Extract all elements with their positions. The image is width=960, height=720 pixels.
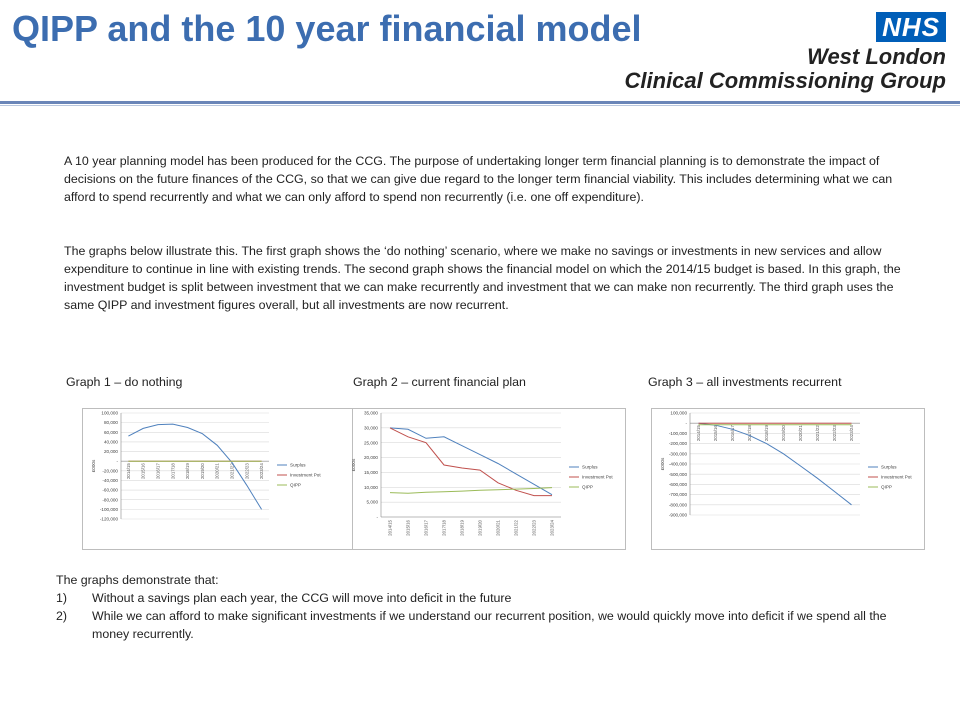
y-tick-label: - bbox=[685, 420, 687, 426]
y-tick-label: - bbox=[376, 514, 378, 520]
y-tick-label: -20,000 bbox=[102, 468, 118, 474]
header-divider bbox=[0, 101, 960, 104]
header-divider-thin bbox=[0, 105, 960, 106]
graph3-chart bbox=[651, 408, 925, 550]
y-tick-label: - bbox=[116, 458, 118, 464]
series-line-qipp bbox=[390, 488, 552, 494]
x-tick-label: 2014/15 bbox=[387, 520, 393, 536]
nhs-logo bbox=[606, 10, 946, 93]
page-title: QIPP and the 10 year financial model bbox=[12, 8, 642, 49]
x-tick-label: 2014/15 bbox=[125, 463, 131, 480]
legend-entry: QIPP bbox=[290, 482, 301, 488]
x-tick-label: 2016/17 bbox=[155, 463, 161, 480]
x-tick-label: 2014/15 bbox=[696, 425, 701, 442]
y-tick-label: -100,000 bbox=[99, 506, 118, 512]
x-tick-label: 2021/22 bbox=[815, 425, 820, 442]
x-tick-label: 2022/23 bbox=[832, 425, 837, 442]
y-tick-label: -800,000 bbox=[668, 502, 687, 508]
graph2-svg bbox=[353, 409, 625, 549]
x-tick-label: 2017/18 bbox=[747, 425, 752, 442]
graph2-label: Graph 2 – current financial plan bbox=[353, 375, 526, 389]
x-tick-label: 2017/18 bbox=[441, 520, 447, 536]
conclusion-number: 2) bbox=[56, 609, 68, 623]
x-tick-label: 2023/24 bbox=[849, 425, 854, 442]
graph3-svg bbox=[652, 409, 924, 549]
legend-entry: Surplus bbox=[582, 464, 598, 470]
x-tick-label: 2021/22 bbox=[513, 520, 519, 536]
x-tick-label: 2015/16 bbox=[405, 520, 411, 536]
y-tick-label: -500,000 bbox=[668, 471, 687, 477]
x-tick-label: 2015/16 bbox=[713, 425, 718, 442]
x-tick-label: 2020/21 bbox=[214, 463, 220, 480]
y-tick-label: -300,000 bbox=[668, 451, 687, 457]
x-tick-label: 2015/16 bbox=[140, 463, 146, 480]
y-tick-label: -40,000 bbox=[102, 478, 118, 484]
graph1-svg bbox=[83, 409, 355, 549]
graph1-label: Graph 1 – do nothing bbox=[66, 375, 183, 389]
x-tick-label: 2016/17 bbox=[730, 425, 735, 442]
nhs-logo-box: NHS bbox=[876, 12, 946, 42]
legend-entry: QIPP bbox=[582, 484, 593, 490]
legend-entry: QIPP bbox=[881, 484, 892, 490]
legend-entry: Surplus bbox=[881, 464, 897, 470]
y-tick-label: -900,000 bbox=[668, 512, 687, 518]
y-tick-label: -80,000 bbox=[102, 497, 118, 503]
conclusion-number: 1) bbox=[56, 591, 68, 605]
y-tick-label: 60,000 bbox=[103, 429, 118, 435]
x-tick-label: 2017/18 bbox=[170, 463, 176, 480]
x-tick-label: 2018/19 bbox=[764, 425, 769, 442]
y-tick-label: 25,000 bbox=[363, 440, 378, 446]
y-tick-label: -100,000 bbox=[668, 431, 687, 436]
y-tick-label: -120,000 bbox=[99, 516, 118, 522]
x-tick-label: 2023/24 bbox=[549, 520, 555, 536]
conclusion-item-2 bbox=[56, 607, 916, 643]
x-tick-label: 2019/20 bbox=[781, 425, 786, 442]
graph1-chart bbox=[82, 408, 356, 550]
y-tick-label: 10,000 bbox=[363, 484, 378, 490]
x-tick-label: 2019/20 bbox=[199, 463, 205, 480]
y-tick-label: 30,000 bbox=[363, 425, 378, 431]
y-tick-label: 20,000 bbox=[103, 449, 118, 455]
conclusions bbox=[56, 571, 916, 643]
y-axis-label: £000s bbox=[91, 459, 96, 473]
conclusion-item-1 bbox=[56, 589, 916, 607]
y-tick-label: -700,000 bbox=[668, 492, 687, 498]
org-name-line2: Clinical Commissioning Group bbox=[624, 68, 946, 93]
series-line-surplus bbox=[390, 428, 552, 495]
y-tick-label: 5,000 bbox=[366, 499, 378, 505]
y-tick-label: -200,000 bbox=[668, 441, 687, 447]
y-tick-label: 100,000 bbox=[670, 410, 687, 416]
y-tick-label: 35,000 bbox=[363, 410, 378, 416]
x-tick-label: 2018/19 bbox=[185, 463, 191, 480]
y-tick-label: 100,000 bbox=[101, 410, 118, 416]
y-tick-label: 20,000 bbox=[363, 455, 378, 461]
y-axis-label: £000s bbox=[351, 458, 356, 472]
series-line-investment-pot bbox=[390, 428, 552, 496]
conclusion-text: While we can afford to make significant investments if we understand our recurrent position, we would quickly move into deficit if we spend all the money recurrently. bbox=[92, 609, 887, 641]
y-tick-label: -400,000 bbox=[668, 461, 687, 467]
y-tick-label: 40,000 bbox=[103, 439, 118, 445]
x-tick-label: 2018/19 bbox=[459, 520, 465, 536]
y-tick-label: -60,000 bbox=[102, 487, 118, 493]
graph2-chart bbox=[352, 408, 626, 550]
legend-entry: Surplus bbox=[290, 462, 306, 468]
y-tick-label: 15,000 bbox=[363, 470, 378, 476]
x-tick-label: 2021/22 bbox=[229, 463, 235, 480]
x-tick-label: 2023/24 bbox=[259, 463, 265, 480]
y-axis-label: £000s bbox=[660, 457, 665, 471]
conclusions-intro: The graphs demonstrate that: bbox=[56, 573, 219, 587]
legend-entry: Investment Pot bbox=[881, 474, 912, 480]
x-tick-label: 2019/20 bbox=[477, 520, 483, 536]
x-tick-label: 2020/21 bbox=[798, 425, 803, 442]
x-tick-label: 2022/23 bbox=[531, 520, 537, 536]
conclusion-text: Without a savings plan each year, the CCG will move into deficit in the future bbox=[92, 591, 512, 605]
intro-paragraph: A 10 year planning model has been produced for the CCG. The purpose of undertaking longer term financial planning is to demonstrate the impact of decisions on the future finances of the CCG, so that we can give due regard to the longer term financial viability. This includes determining what we can afford to spend recurrently and what we can only afford to spend non recurrently (i.e. one off expenditure). bbox=[64, 154, 893, 204]
x-tick-label: 2016/17 bbox=[423, 520, 429, 536]
x-tick-label: 2022/23 bbox=[244, 463, 250, 480]
graph3-label: Graph 3 – all investments recurrent bbox=[648, 375, 842, 389]
graphs-explanation-paragraph: The graphs below illustrate this. The first graph shows the ‘do nothing’ scenario, where we make no savings or investments in new services and allow expenditure to continue in line with existing trends. The second graph shows the financial model on which the 2014/15 budget is based. In this graph, the investment budget is split between investment that we can make recurrently and investment that we can make non recurrently. The third graph uses the same QIPP and investment figures overall, but all investments are now recurrent. bbox=[64, 244, 901, 312]
legend-entry: Investment Pot bbox=[582, 474, 613, 480]
x-tick-label: 2020/21 bbox=[495, 520, 501, 536]
y-tick-label: -600,000 bbox=[668, 482, 687, 487]
y-tick-label: 80,000 bbox=[103, 420, 118, 426]
series-line-surplus bbox=[125, 424, 261, 509]
legend-entry: Investment Pot bbox=[290, 472, 321, 478]
org-name-line1: West London bbox=[807, 44, 946, 69]
